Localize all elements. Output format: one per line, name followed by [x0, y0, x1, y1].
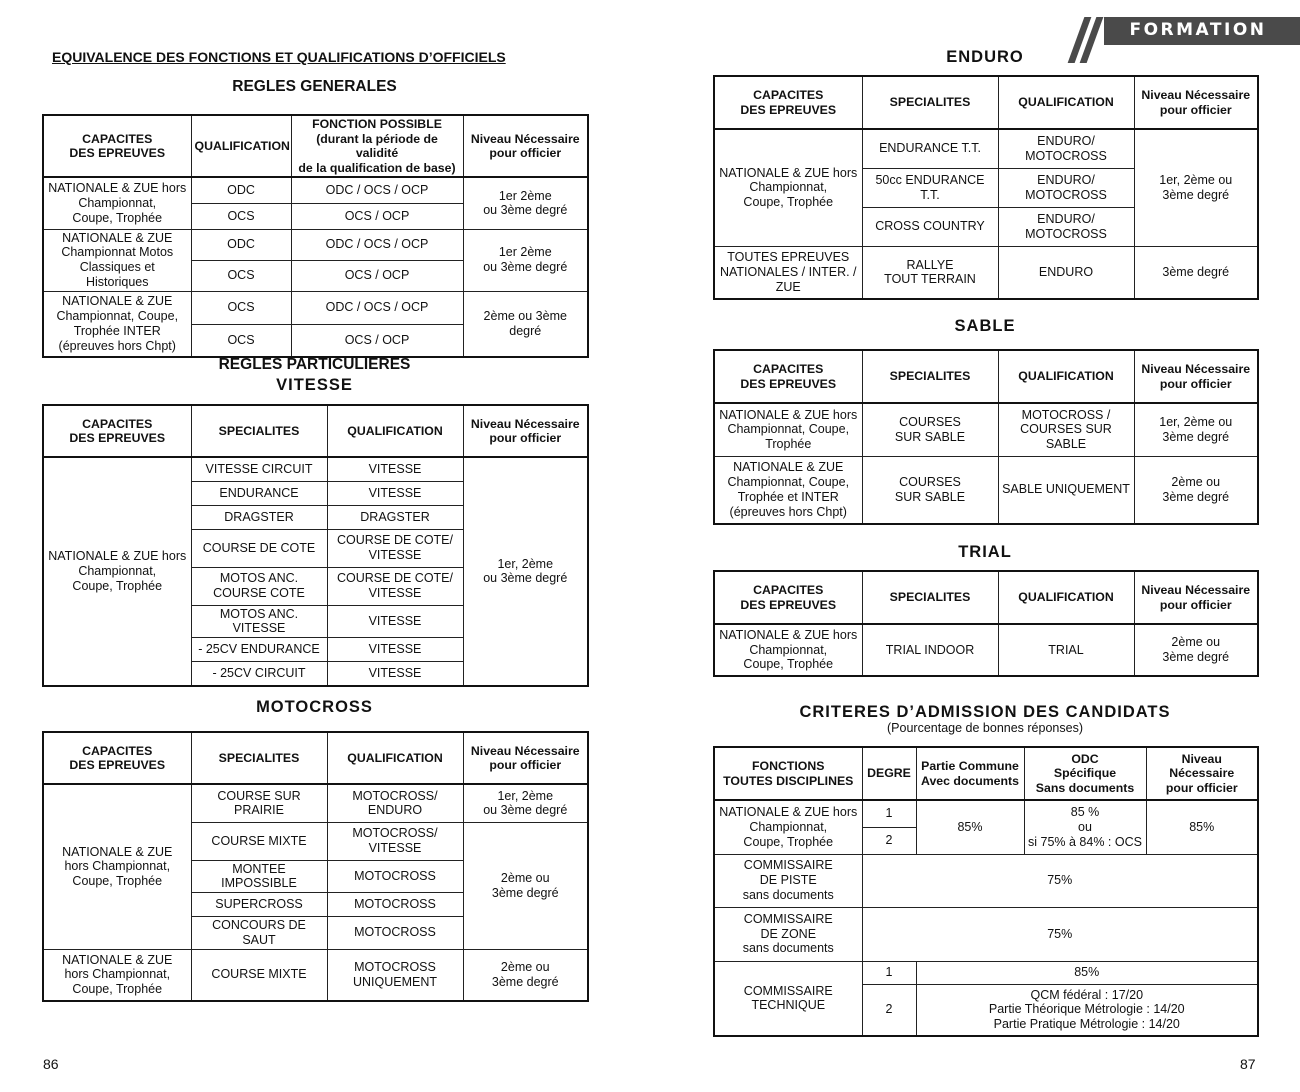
level-cell: 2ème ou 3ème degré [463, 822, 588, 949]
col-header: ODC Spécifique Sans documents [1024, 747, 1146, 800]
qualification-cell: MOTOCROSS/ VITESSE [327, 822, 463, 860]
sable-title: SABLE [954, 317, 1016, 335]
degree-cell: 2 [862, 827, 916, 854]
odc-cell: 85 % ou si 75% à 84% : OCS [1024, 800, 1146, 854]
col-header: CAPACITES DES EPREUVES [714, 76, 862, 129]
degree-cell: 1 [862, 800, 916, 827]
speciality-cell: ENDURANCE T.T. [862, 129, 998, 168]
general-rules-table [42, 114, 589, 358]
qualification-cell: COURSE DE COTE/ VITESSE [327, 529, 463, 567]
col-header: QUALIFICATION [998, 76, 1134, 129]
speciality-cell: MOTOS ANC. COURSE COTE [191, 567, 327, 605]
qualification-cell: OCS [191, 291, 291, 324]
qualification-cell: VITESSE [327, 662, 463, 686]
level-cell: 1er, 2ème ou 3ème degré [463, 784, 588, 822]
level-cell: 3ème degré [1134, 246, 1258, 299]
section-label: FORMATION [1129, 20, 1267, 40]
capacity-cell: NATIONALE & ZUE Championnat, Coupe, Trophée et INTER (épreuves hors Chpt) [714, 456, 862, 524]
main-title: EQUIVALENCE DES FONCTIONS ET QUALIFICATIONS D’OFFICIELS [52, 49, 506, 65]
qualification-cell: ENDURO/ MOTOCROSS [998, 207, 1134, 246]
level-cell: 1er, 2ème ou 3ème degré [463, 457, 588, 686]
function-cell: ODC / OCS / OCP [291, 177, 463, 203]
qualification-cell: ODC [191, 177, 291, 203]
qualification-cell: OCS [191, 203, 291, 229]
speciality-cell: SUPERCROSS [191, 893, 327, 917]
speciality-cell: MOTOS ANC. VITESSE [191, 605, 327, 638]
speciality-cell: VITESSE CIRCUIT [191, 457, 327, 481]
col-header: SPECIALITES [862, 76, 998, 129]
capacity-cell: NATIONALE & ZUE hors Championnat, Coupe, Trophée [714, 129, 862, 246]
col-header: SPECIALITES [862, 350, 998, 403]
qualification-cell: MOTOCROSS / COURSES SUR SABLE [998, 403, 1134, 456]
level-cell: 1er, 2ème ou 3ème degré [1134, 403, 1258, 456]
col-header: Niveau Nécessaire pour officier [1134, 350, 1258, 403]
speciality-cell: - 25CV CIRCUIT [191, 662, 327, 686]
speciality-cell: RALLYE TOUT TERRAIN [862, 246, 998, 299]
function-cell: OCS / OCP [291, 260, 463, 291]
qualification-cell: MOTOCROSS UNIQUEMENT [327, 949, 463, 1001]
col-header: CAPACITES DES EPREUVES [714, 350, 862, 403]
vitesse-title: VITESSE [276, 376, 353, 394]
percentage-cell: 75% [862, 854, 1258, 907]
trial-title: TRIAL [958, 543, 1012, 561]
speciality-cell: COURSE MIXTE [191, 949, 327, 1001]
common-part-cell: 85% [916, 800, 1024, 854]
motocross-table [42, 731, 589, 1002]
col-header: DEGRE [862, 747, 916, 800]
col-header: SPECIALITES [191, 732, 327, 784]
col-header: CAPACITES DES EPREUVES [43, 732, 191, 784]
speciality-cell: - 25CV ENDURANCE [191, 638, 327, 662]
speciality-cell: COURSES SUR SABLE [862, 403, 998, 456]
capacity-cell: NATIONALE & ZUE hors Championnat, Coupe, Trophée [714, 624, 862, 676]
exam-detail-cell: QCM fédéral : 17/20 Partie Théorique Métrologie : 14/20 Partie Pratique Métrologie : 14/20 [916, 984, 1258, 1036]
criteria-table [713, 746, 1259, 1037]
col-header: CAPACITES DES EPREUVES [714, 571, 862, 624]
function-cell: ODC / OCS / OCP [291, 291, 463, 324]
speciality-cell: COURSE DE COTE [191, 529, 327, 567]
capacity-cell: NATIONALE & ZUE hors Championnat, Coupe, Trophée [43, 177, 191, 229]
capacity-cell: NATIONALE & ZUE hors Championnat, Coupe, Trophée [43, 949, 191, 1001]
level-cell: 2ème ou 3ème degré [1134, 456, 1258, 524]
col-header: Niveau Nécessaire pour officier [1134, 76, 1258, 129]
col-header: QUALIFICATION [998, 571, 1134, 624]
degree-cell: 2 [862, 984, 916, 1036]
qualification-cell: ENDURO [998, 246, 1134, 299]
qualification-cell: MOTOCROSS [327, 860, 463, 893]
motocross-title: MOTOCROSS [256, 698, 373, 716]
col-header: FONCTIONS TOUTES DISCIPLINES [714, 747, 862, 800]
trial-table [713, 570, 1259, 677]
criteria-title: CRITERES D’ADMISSION DES CANDIDATS [799, 703, 1171, 721]
page-number-right: 87 [1240, 1056, 1256, 1072]
capacity-cell: NATIONALE & ZUE Championnat, Coupe, Trophée INTER (épreuves hors Chpt) [43, 291, 191, 357]
level-cell: 2ème ou 3ème degré [463, 291, 588, 357]
vitesse-table [42, 404, 589, 687]
function-cell: COMMISSAIRE DE PISTE sans documents [714, 854, 862, 907]
qualification-cell: OCS [191, 324, 291, 357]
qualification-cell: VITESSE [327, 638, 463, 662]
function-cell: OCS / OCP [291, 203, 463, 229]
col-header: SPECIALITES [191, 405, 327, 457]
capacity-cell: NATIONALE & ZUE hors Championnat, Coupe, Trophée [714, 403, 862, 456]
speciality-cell: 50cc ENDURANCE T.T. [862, 168, 998, 207]
enduro-title: ENDURO [946, 48, 1024, 66]
col-header: CAPACITES DES EPREUVES [43, 115, 191, 177]
col-header: QUALIFICATION [998, 350, 1134, 403]
qualification-cell: OCS [191, 260, 291, 291]
degree-cell: 1 [862, 961, 916, 984]
qualification-cell: TRIAL [998, 624, 1134, 676]
capacity-cell: NATIONALE & ZUE hors Championnat, Coupe, Trophée [43, 784, 191, 949]
qualification-cell: MOTOCROSS [327, 917, 463, 950]
qualification-cell: MOTOCROSS/ ENDURO [327, 784, 463, 822]
percentage-cell: 85% [916, 961, 1258, 984]
level-cell: 1er 2ème ou 3ème degré [463, 229, 588, 291]
qualification-cell: COURSE DE COTE/ VITESSE [327, 567, 463, 605]
qualification-cell: VITESSE [327, 605, 463, 638]
col-header: Niveau Nécessaire pour officier [1146, 747, 1258, 800]
col-header: Niveau Nécessaire pour officier [1134, 571, 1258, 624]
percentage-cell: 75% [862, 907, 1258, 961]
function-cell: ODC / OCS / OCP [291, 229, 463, 260]
level-cell: 85% [1146, 800, 1258, 854]
function-cell: OCS / OCP [291, 324, 463, 357]
col-header: CAPACITES DES EPREUVES [43, 405, 191, 457]
level-cell: 1er 2ème ou 3ème degré [463, 177, 588, 229]
speciality-cell: COURSE SUR PRAIRIE [191, 784, 327, 822]
particular-rules-title: REGLES PARTICULIERES [218, 356, 411, 373]
speciality-cell: CROSS COUNTRY [862, 207, 998, 246]
capacity-cell: NATIONALE & ZUE hors Championnat, Coupe, Trophée [43, 457, 191, 686]
qualification-cell: ENDURO/ MOTOCROSS [998, 129, 1134, 168]
speciality-cell: COURSES SUR SABLE [862, 456, 998, 524]
speciality-cell: TRIAL INDOOR [862, 624, 998, 676]
function-cell: COMMISSAIRE DE ZONE sans documents [714, 907, 862, 961]
function-cell: COMMISSAIRE TECHNIQUE [714, 961, 862, 1036]
speciality-cell: MONTEE IMPOSSIBLE [191, 860, 327, 893]
capacity-cell: TOUTES EPREUVES NATIONALES / INTER. / ZUE [714, 246, 862, 299]
speciality-cell: COURSE MIXTE [191, 822, 327, 860]
col-header: QUALIFICATION [327, 732, 463, 784]
qualification-cell: VITESSE [327, 481, 463, 505]
sable-table [713, 349, 1259, 525]
qualification-cell: ENDURO/ MOTOCROSS [998, 168, 1134, 207]
level-cell: 2ème ou 3ème degré [1134, 624, 1258, 676]
general-rules-title: REGLES GENERALES [232, 78, 397, 95]
speciality-cell: DRAGSTER [191, 505, 327, 529]
qualification-cell: MOTOCROSS [327, 893, 463, 917]
enduro-table [713, 75, 1259, 300]
col-header: QUALIFICATION [327, 405, 463, 457]
col-header: QUALIFICATION [191, 115, 291, 177]
speciality-cell: CONCOURS DE SAUT [191, 917, 327, 950]
capacity-cell: NATIONALE & ZUE Championnat Motos Classiques et Historiques [43, 229, 191, 291]
criteria-subtitle: (Pourcentage de bonnes réponses) [887, 721, 1083, 735]
col-header: FONCTION POSSIBLE (durant la période de validité de la qualification de base) [291, 115, 463, 177]
level-cell: 1er, 2ème ou 3ème degré [1134, 129, 1258, 246]
col-header: Niveau Nécessaire pour officier [463, 115, 588, 177]
level-cell: 2ème ou 3ème degré [463, 949, 588, 1001]
section-banner [1068, 17, 1300, 45]
col-header: SPECIALITES [862, 571, 998, 624]
col-header: Niveau Nécessaire pour officier [463, 732, 588, 784]
page-number-left: 86 [43, 1056, 59, 1072]
speciality-cell: ENDURANCE [191, 481, 327, 505]
qualification-cell: ODC [191, 229, 291, 260]
col-header: Niveau Nécessaire pour officier [463, 405, 588, 457]
col-header: Partie Commune Avec documents [916, 747, 1024, 800]
qualification-cell: SABLE UNIQUEMENT [998, 456, 1134, 524]
qualification-cell: VITESSE [327, 457, 463, 481]
function-cell: NATIONALE & ZUE hors Championnat, Coupe, Trophée [714, 800, 862, 854]
qualification-cell: DRAGSTER [327, 505, 463, 529]
